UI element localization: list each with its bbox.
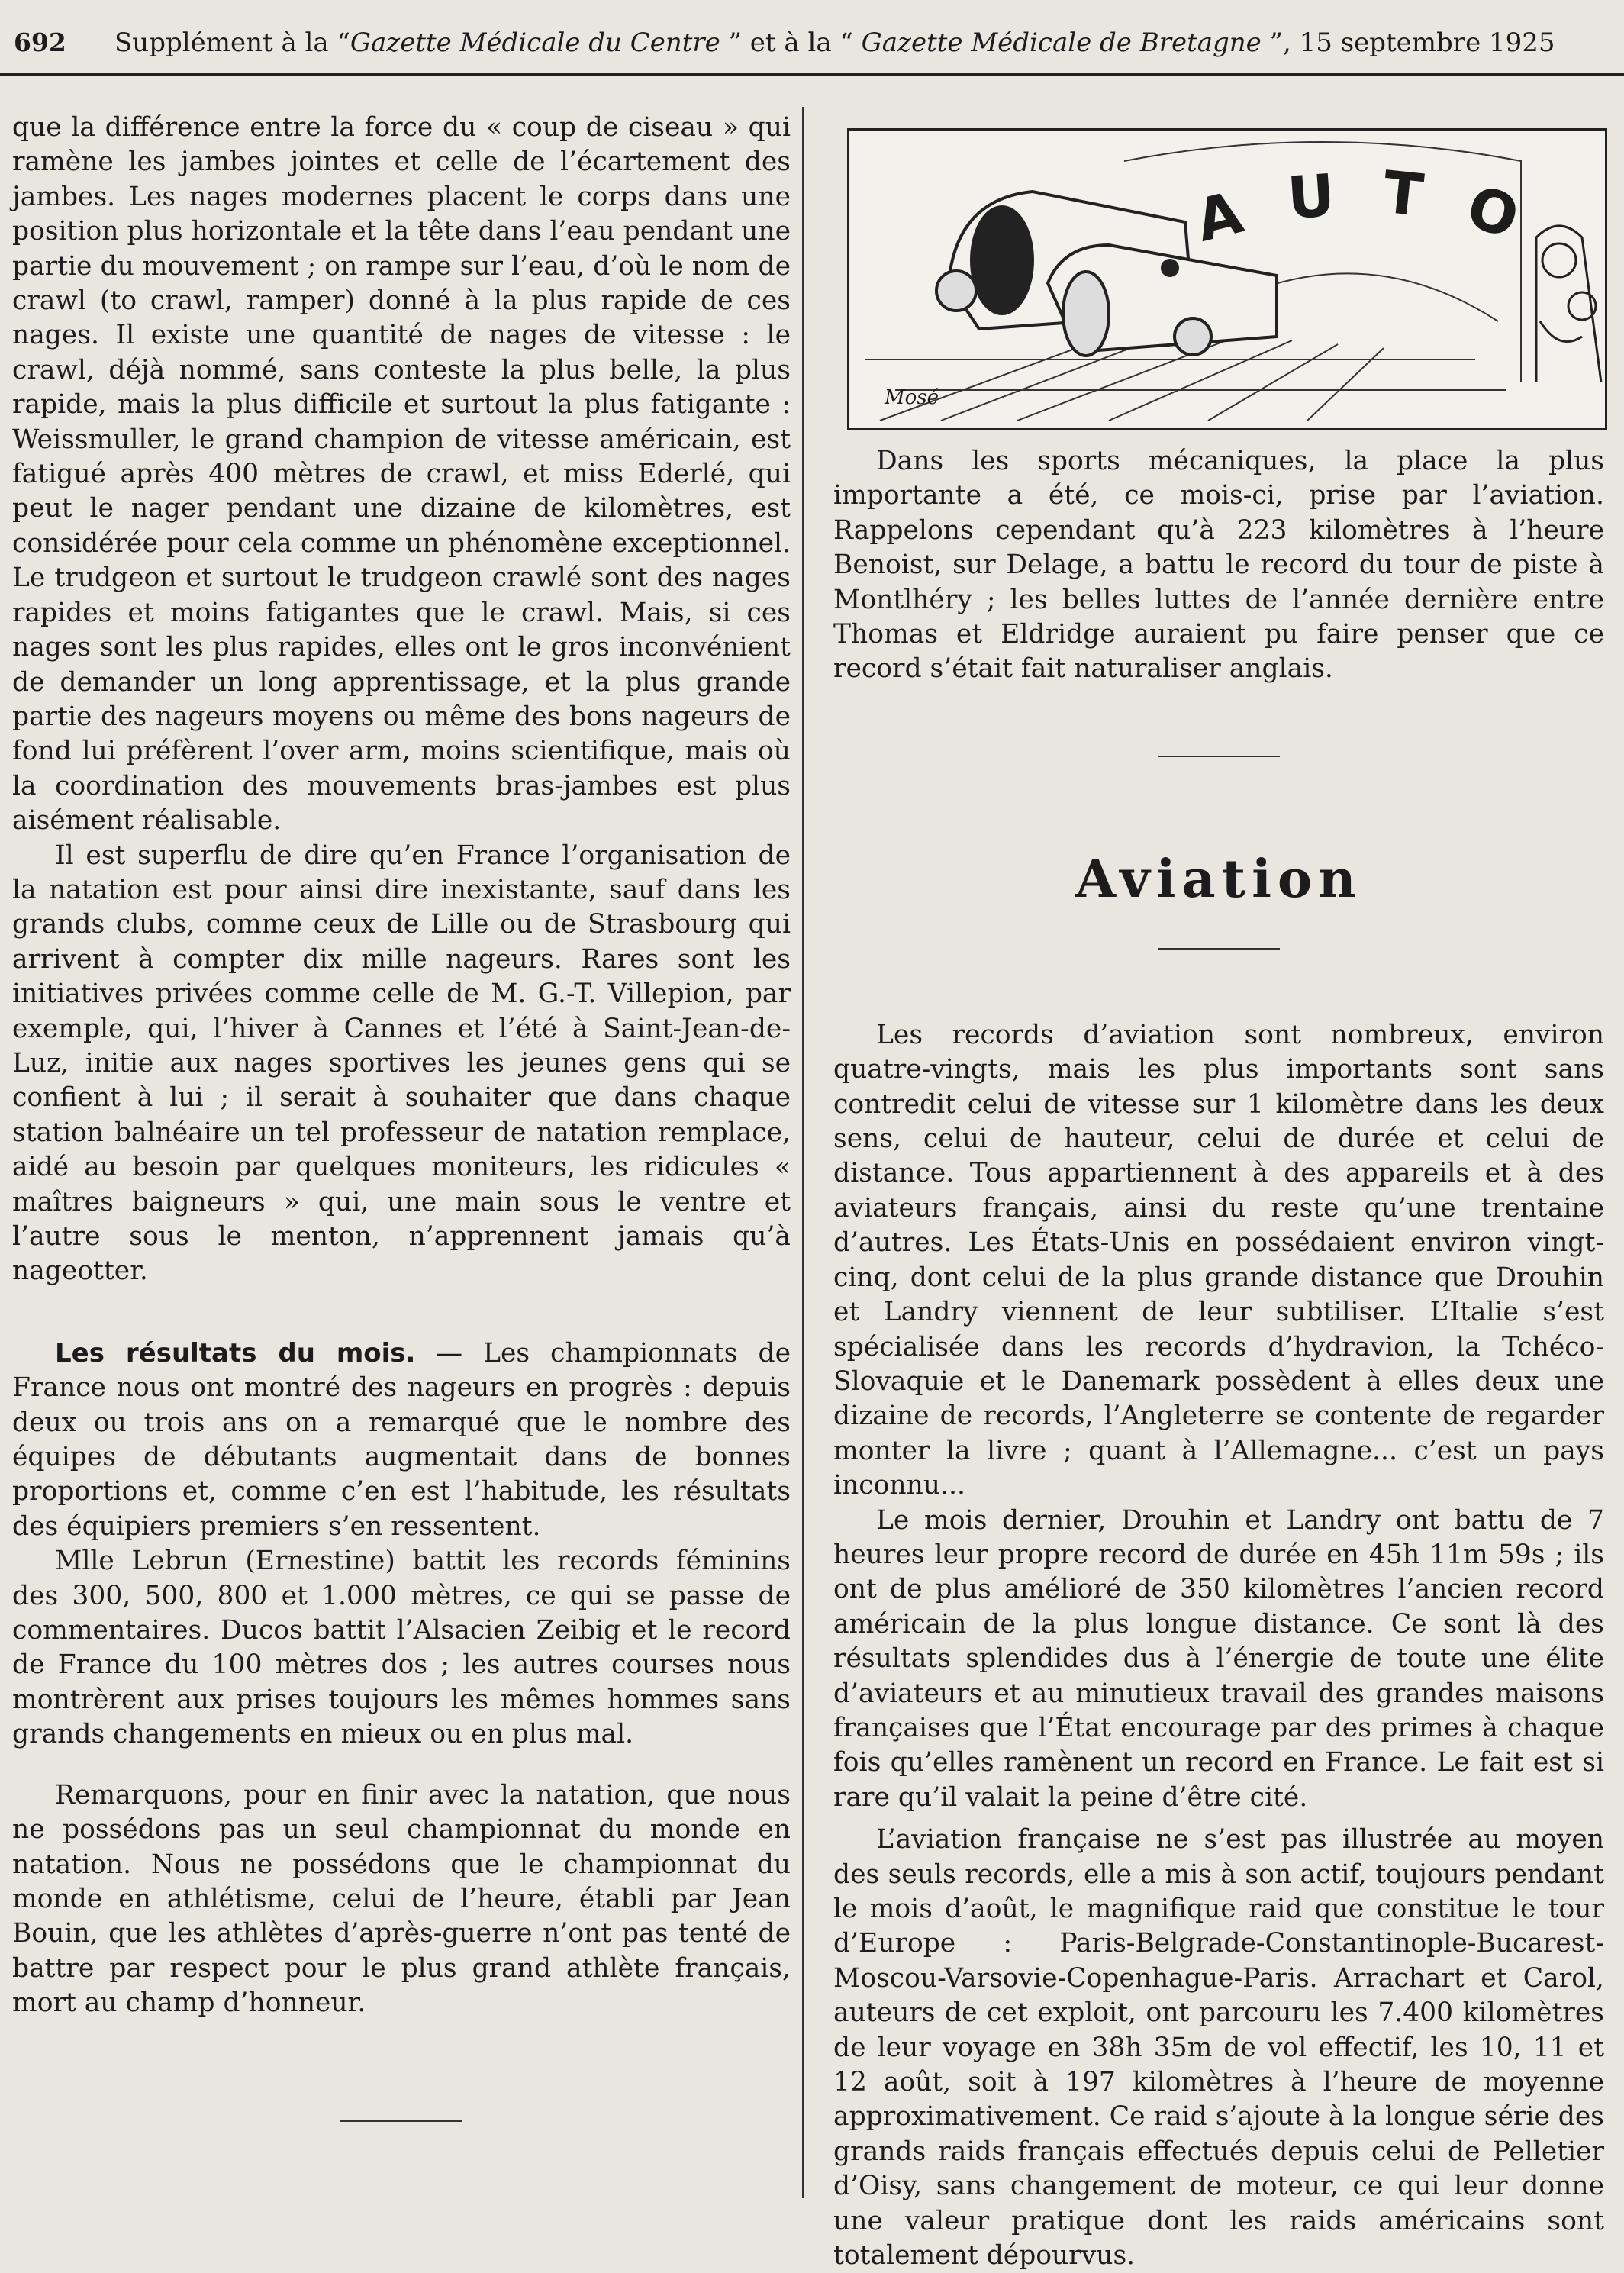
section-end-rule: [340, 2120, 462, 2122]
running-title: Supplément à la “Gazette Médicale du Centre ” et à la “ Gazette Médicale de Bretagne ”, 15 septembre 1925: [114, 27, 1555, 58]
paragraph-results: Les résultats du mois. — Les championnats de France nous ont montré des nageurs en progrès : depuis deux ou trois ans on a remarqué que le nombre des équipes de débutants augmentait dans de bonnes proportions et, comme c’en est l’habitude, les résultats des équipiers premiers s’en ressentent.: [12, 1337, 791, 1542]
paragraph-lebrun: Mlle Lebrun (Ernestine) battit les records féminins des 300, 500, 800 et 1.000 mètres, ce qui se passe de commentaires. Ducos battit l’Alsacien Zeibig et le record de France du 100 mètres dos ; les autres courses nous montrèrent aux prises toujours les mêmes hommes sans grands changements en mieux ou en plus mal.: [12, 1546, 791, 1750]
paragraph-mechanical-sports: Dans les sports mécaniques, la place la plus importante a été, ce mois-ci, prise par l’aviation. Rappelons cependant qu’à 223 kilomètres à l’heure Benoist, sur Delage, a battu le record du tour de piste à Montlhéry ; les belles luttes de l’année dernière entre Thomas et Eldridge auraient pu faire penser que ce record s’était fait naturaliser anglais.: [833, 446, 1604, 685]
section-rule-top: [1158, 756, 1280, 757]
section-rule-bottom: [1158, 948, 1280, 950]
journal-name-bretagne: Gazette Médicale de Bretagne: [861, 27, 1262, 58]
paragraph-aviation-records: Les records d’aviation sont nombreux, environ quatre-vingts, mais les plus importants sont sans contredit celui de vitesse sur 1 kilomètre dans les deux sens, celui de hauteur, celui de durée et celui de distance. Tous appartiennent à des appareils et à des aviateurs français, ainsi du reste qu’une trentaine d’autres. Les États-Unis en possédaient environ vingt-cinq, dont celui de la plus grande distance que Drouhin et Landry viennent de leur subtiliser. L’Italie s’est spécialisée dans les records d’hydravion, la Tchéco-Slovaquie et le Danemark possèdent à elles deux une dizaine de records, l’Angleterre se contente de regarder monter la livre ; quant à l’Allemagne... c’est un pays inconnu...: [833, 1019, 1604, 1501]
left-column: [12, 111, 791, 2122]
paragraph-swimming-styles: que la différence entre la force du « coup de ciseau » qui ramène les jambes jointes et celle de l’écartement des jambes. Les nages modernes placent le corps dans une position plus horizontale et la tête dans l’eau pendant une partie du mouvement ; on rampe sur l’eau, d’où le nom de crawl (to crawl, ramper) donné à la plus rapide de ces nages. Il existe une quantité de nages de vitesse : le crawl, déjà nommé, sans conteste la plus belle, la plus rapide, mais la plus difficile et surtout la plus fatigante : Weissmuller, le grand champion de vitesse américain, est fatigué après 400 mètres de crawl, et miss Ederlé, qui peut le nager pendant une dizaine de kilomètres, est considérée pour cela comme un phénomène exceptionnel. Le trudgeon et surtout le trudgeon crawlé sont des nages rapides et moins fatigantes que le crawl. Mais, si ces nages sont les plus rapides, elles ont le gros inconvénient de demander un long apprentissage, et la plus grande partie des nageurs moyens ou même des bons nageurs de fond lui préfèrent l’over arm, moins scientifique, mais où la coordination des mouvements bras-jambes est plus aisément réalisable.: [12, 112, 791, 837]
auto-sign: A U T O: [1189, 157, 1528, 255]
column-divider: [802, 107, 804, 2198]
paragraph-tour-europe: L’aviation française ne s’est pas illustrée au moyen des seuls records, elle a mis à son actif, toujours pendant le mois d’août, le magnifique raid que constitue le tour d’Europe : Paris-Belgrade-Constantinople-Bucarest-Moscou-Varsovie-Copenhague-Paris. Arrachart et Carol, auteurs de cet exploit, ont parcouru les 7.400 kilomètres de leur voyage en 38h 35m de vol effectif, les 10, 11 et 12 août, soit à 197 kilomètres à l’heure de moyenne approximativement. Ce raid s’ajoute à la longue série des grands raids français effectués depuis celui de Pelletier d’Oisy, sans changement de moteur, ce qui leur donne une valeur pratique dont les raids américains sont totalement dépourvus.: [833, 1824, 1604, 2271]
journal-name-centre: Gazette Médicale du Centre: [350, 27, 720, 58]
paragraph-drouhin-landry: Le mois dernier, Drouhin et Landry ont battu de 7 heures leur propre record de durée en 45h 11m 59s ; ils ont de plus amélioré de 350 kilomètres l’ancien record américain de la plus longue distance. Ce sont là des résultats splendides dus à l’énergie de toute une élite d’aviateurs et au minutieux travail des grandes maisons françaises que l’État encourage par des primes à chaque fois qu’elles ramènent un record en France. Le fait est si rare qu’il valait la peine d’être cité.: [833, 1504, 1604, 1813]
paragraph-organisation: Il est superflu de dire qu’en France l’organisation de la natation est pour ainsi dire inexistante, sauf dans les grands clubs, comme ceux de Lille ou de Strasbourg qui arrivent à compter dix mille nageurs. Rares sont les initiatives privées comme celle de M. G.-T. Villepion, par exemple, qui, l’hiver à Cannes et l’été à Saint-Jean-de-Luz, initie aux nages sportives les jeunes gens qui se confient à lui ; il serait à souhaiter que dans chaque station balnéaire un tel professeur de natation remplace, aidé au besoin par quelques moniteurs, les ridicules « maîtres baigneurs » qui, une main sous le ventre et l’autre sous le menton, n’apprennent jamais qu’à nageotter.: [12, 840, 791, 1287]
section-heading-results: Les résultats du mois.: [55, 1337, 416, 1369]
right-column: [833, 128, 1604, 2273]
auto-illustration: [847, 128, 1607, 430]
page-number: 692: [14, 27, 66, 57]
section-title-aviation: Aviation: [1075, 848, 1362, 910]
paragraph-championships: Remarquons, pour en finir avec la natation, que nous ne possédons pas un seul championnat du monde en natation. Nous ne possédons que le championnat du monde en athlétisme, celui de l’heure, établi par Jean Bouin, que les athlètes d’après-guerre n’ont pas tenté de battre par respect pour le plus grand athlète français, mort au champ d’honneur.: [12, 1779, 791, 2019]
running-header: [0, 0, 1624, 76]
artist-signature: Mosé: [884, 386, 939, 409]
